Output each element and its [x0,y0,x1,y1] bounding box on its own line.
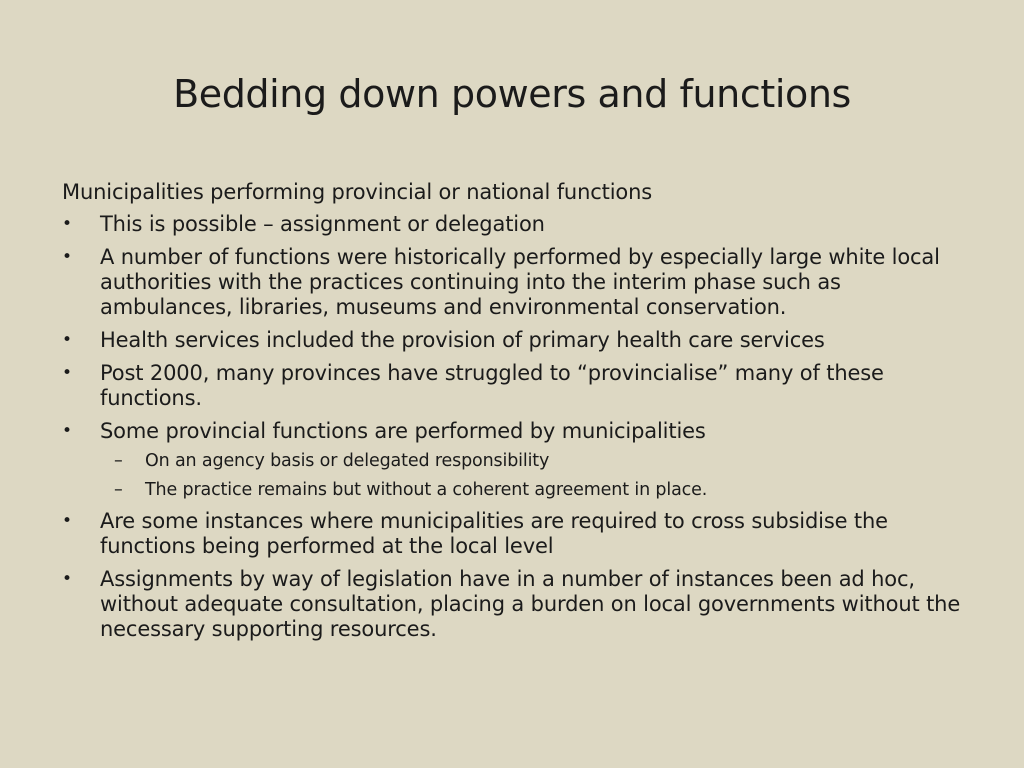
bullet-item [62,212,967,237]
bullet-item [62,509,967,559]
bullet-text: A number of functions were historically performed by especially large white local authorities with the practices continuing into the interim phase such as ambulances, libraries, museums and environmental conservation. [100,245,940,319]
bullet-text: Some provincial functions are performed by municipalities [100,419,706,443]
sub-bullet-text: The practice remains but without a coherent agreement in place. [145,480,708,500]
bullet-icon: • [62,363,72,383]
slide-body [62,180,967,650]
bullet-icon: • [62,214,72,234]
bullet-list [62,212,967,642]
sub-bullet-item [100,479,967,501]
sub-bullet-item [100,450,967,472]
bullet-text: This is possible – assignment or delegation [100,212,545,236]
bullet-text: Post 2000, many provinces have struggled to “provincialise” many of these functions. [100,361,884,410]
bullet-text: Are some instances where municipalities are required to cross subsidise the functions being performed at the local level [100,509,888,558]
bullet-icon: • [62,569,72,589]
slide-title: Bedding down powers and functions [173,72,851,116]
dash-icon: – [114,480,123,500]
dash-icon: – [114,451,123,471]
bullet-icon: • [62,247,72,267]
sub-bullet-text: On an agency basis or delegated responsibility [145,451,550,471]
bullet-item [62,567,967,642]
bullet-text: Assignments by way of legislation have in a number of instances been ad hoc, without adequate consultation, placing a burden on local governments without the necessary supporting resources. [100,567,961,641]
intro-text: Municipalities performing provincial or national functions [62,180,653,204]
bullet-item [62,361,967,411]
bullet-icon: • [62,511,72,531]
bullet-text: Health services included the provision of primary health care services [100,328,825,352]
sub-bullet-list [100,450,967,501]
bullet-item [62,328,967,353]
bullet-item [62,245,967,320]
bullet-item [62,419,967,501]
bullet-icon: • [62,421,72,441]
bullet-icon: • [62,330,72,350]
